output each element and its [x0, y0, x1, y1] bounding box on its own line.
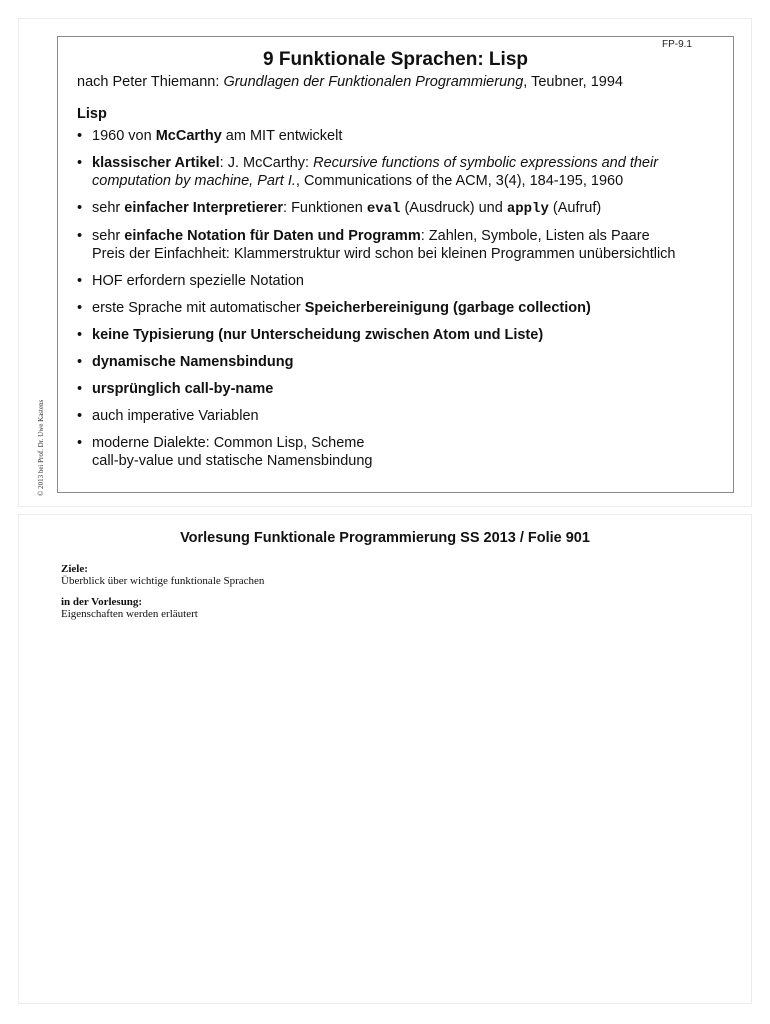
bullet-text: keine Typisierung (nur Unterscheidung zwischen Atom und Liste) [92, 327, 544, 343]
slide-frame [57, 36, 734, 493]
notes-text-goals: Überblick über wichtige funktionale Sprachen [61, 575, 265, 587]
bullet-list [77, 127, 732, 470]
bullet-text: erste Sprache mit automatischer [92, 300, 305, 316]
notes-page [18, 514, 752, 1004]
bullet-item [77, 299, 732, 317]
bullet-item [77, 326, 732, 344]
bullet-text: moderne Dialekte: Common Lisp, Scheme [92, 435, 365, 451]
section-heading: Lisp [77, 106, 107, 122]
notes-label-goals: Ziele: [61, 563, 88, 575]
bullet-text: Speicherbereinigung (garbage collection) [304, 300, 591, 316]
bullet-item [77, 407, 732, 425]
bullet-text: Preis der Einfachheit: Klammerstruktur wird schon bei kleinen Programmen unübersichtlich [92, 246, 676, 262]
bullet-text: (Ausdruck) und [400, 200, 507, 216]
subtitle-suffix: , Teubner, 1994 [523, 74, 623, 90]
bullet-text: dynamische Namensbindung [92, 354, 294, 370]
bullet-item [77, 353, 732, 371]
bullet-text: (Aufruf) [548, 200, 602, 216]
bullet-text: auch imperative Variablen [92, 408, 259, 424]
notes-body [61, 563, 264, 629]
notes-title: Vorlesung Funktionale Programmierung SS 2013 / Folie 901 [180, 530, 590, 546]
code-token: eval [366, 201, 401, 217]
slide-title: 9 Funktionale Sprachen: Lisp [263, 49, 528, 70]
notes-text-lecture: Eigenschaften werden erläutert [61, 608, 198, 620]
bullet-text: : Funktionen [283, 200, 367, 216]
slide-id: FP-9.1 [661, 39, 692, 50]
bullet-text: Recursive functions of symbolic expressions and their computation by machine, Part I. [92, 155, 659, 189]
bullet-item [77, 272, 732, 290]
bullet-text: HOF erfordern spezielle Notation [92, 273, 304, 289]
bullet-text: : Zahlen, Symbole, Listen als Paare [420, 228, 650, 244]
bullet-item [77, 199, 732, 218]
slide-subtitle [77, 74, 623, 90]
bullet-text: ursprünglich call-by-name [92, 381, 274, 397]
bullet-text: , Communications of the ACM, 3(4), 184-195, 1960 [295, 173, 624, 189]
bullet-text: am MIT entwickelt [221, 128, 343, 144]
notes-label-lecture: in der Vorlesung: [61, 596, 143, 608]
bullet-text: klassischer Artikel [92, 155, 220, 171]
subtitle-prefix: nach Peter Thiemann: [77, 74, 224, 90]
subtitle-book: Grundlagen der Funktionalen Programmierung [223, 74, 524, 90]
bullet-item [77, 434, 732, 470]
bullet-item [77, 380, 732, 398]
bullet-item [77, 154, 732, 190]
bullet-text: McCarthy [155, 128, 222, 144]
bullet-text: einfache Notation für Daten und Programm [124, 228, 421, 244]
bullet-text: sehr [92, 200, 125, 216]
copyright-note: © 2013 bei Prof. Dr. Uwe Kastens [37, 399, 45, 496]
bullet-text: 1960 von [92, 128, 156, 144]
bullet-item [77, 127, 732, 145]
code-token: apply [506, 201, 549, 217]
bullet-text: einfacher Interpretierer [124, 200, 284, 216]
bullet-text: : J. McCarthy: [219, 155, 314, 171]
bullet-text: call-by-value und statische Namensbindung [92, 453, 373, 469]
bullet-item [77, 227, 732, 263]
bullet-text: sehr [92, 228, 125, 244]
